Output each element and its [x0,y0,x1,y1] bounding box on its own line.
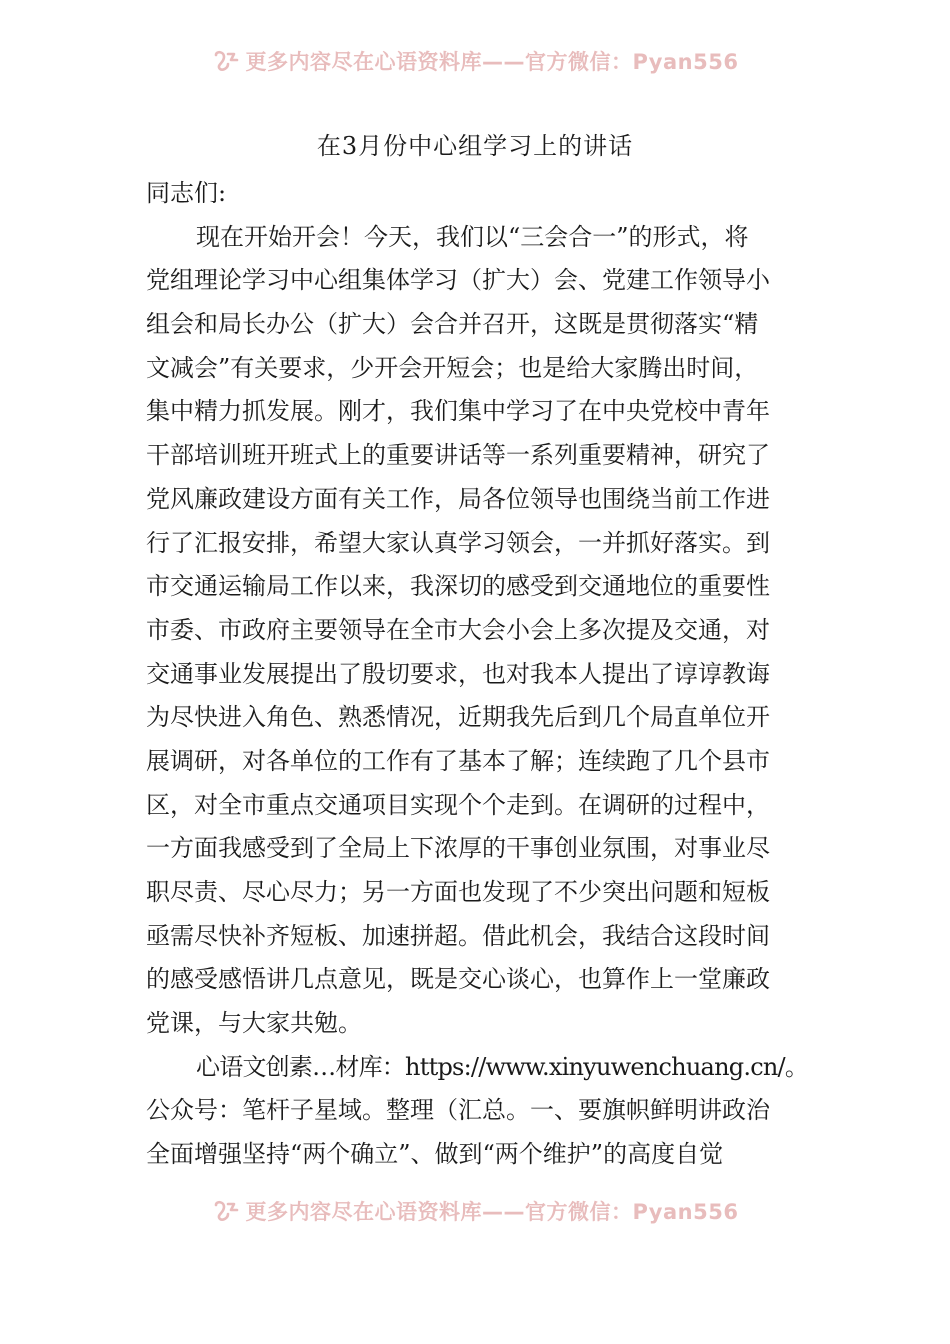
watermark-bottom [0,1200,950,1240]
document-body [146,172,808,1177]
text-line: 公众号：笔杆子星域。整理（汇总。一、要旗帜鲜明讲政治 [146,1096,770,1125]
text-line: 交通事业发展提出了殷切要求，也对我本人提出了谆谆教诲 [146,659,770,688]
text-line: 职尽责、尽心尽力；另一方面也发现了不少突出问题和短板 [146,878,770,906]
text-line: 党风廉政建设方面有关工作，局各位领导也围绕当前工作进 [146,484,770,513]
watermark-text: 更多内容尽在心语资料库——官方微信：Pyan556 [245,1200,739,1224]
text-line: 党课，与大家共勉。 [146,1009,362,1038]
text-line: 全面增强坚持“两个确立”、做到“两个维护”的高度自觉 [146,1140,724,1169]
text-line: 心语文创素…材库：https://www.xinyuwenchuang.cn/。 [196,1052,809,1081]
text-line: 的感受感悟讲几点意见，既是交心谈心，也算作上一堂廉政 [146,965,770,994]
text-line: 展调研，对各单位的工作有了基本了解；连续跑了几个县市 [146,746,770,775]
text-line: 现在开始开会！今天，我们以“三会合一”的形式，将 [196,222,749,251]
text-line: 区，对全市重点交通项目实现个个走到。在调研的过程中， [146,790,770,819]
text-line: 干部培训班开班式上的重要讲话等一系列重要精神，研究了 [146,441,770,470]
text-line: 为尽快进入角色、熟悉情况，近期我先后到几个局直单位开 [146,703,770,732]
text-line: 集中精力抓发展。刚才，我们集中学习了在中央党校中青年 [146,397,770,426]
text-line: 市交通运输局工作以来，我深切的感受到交通地位的重要性 [146,572,770,601]
text-line: 同志们: [146,179,227,207]
watermark-top [0,50,950,90]
text-line: 一方面我感受到了全局上下浓厚的干事创业氛围，对事业尽 [146,834,770,863]
text-line: 组会和局长办公（扩大）会合并召开，这既是贯彻落实“精 [146,310,759,339]
watermark-logo-icon [212,1200,240,1223]
watermark-logo-icon [212,50,240,73]
text-line: 行了汇报安排，希望大家认真学习领会，一并抓好落实。到 [146,528,770,557]
text-line: 文减会”有关要求，少开会开短会；也是给大家腾出时间， [146,353,759,382]
watermark-text: 更多内容尽在心语资料库——官方微信：Pyan556 [245,50,739,74]
text-line: 党组理论学习中心组集体学习（扩大）会、党建工作领导小 [146,266,770,295]
document-title: 在3月份中心组学习上的讲话 [316,132,634,160]
text-line: 市委、市政府主要领导在全市大会小会上多次提及交通，对 [146,615,770,644]
text-line: 亟需尽快补齐短板、加速拼超。借此机会，我结合这段时间 [146,921,770,950]
